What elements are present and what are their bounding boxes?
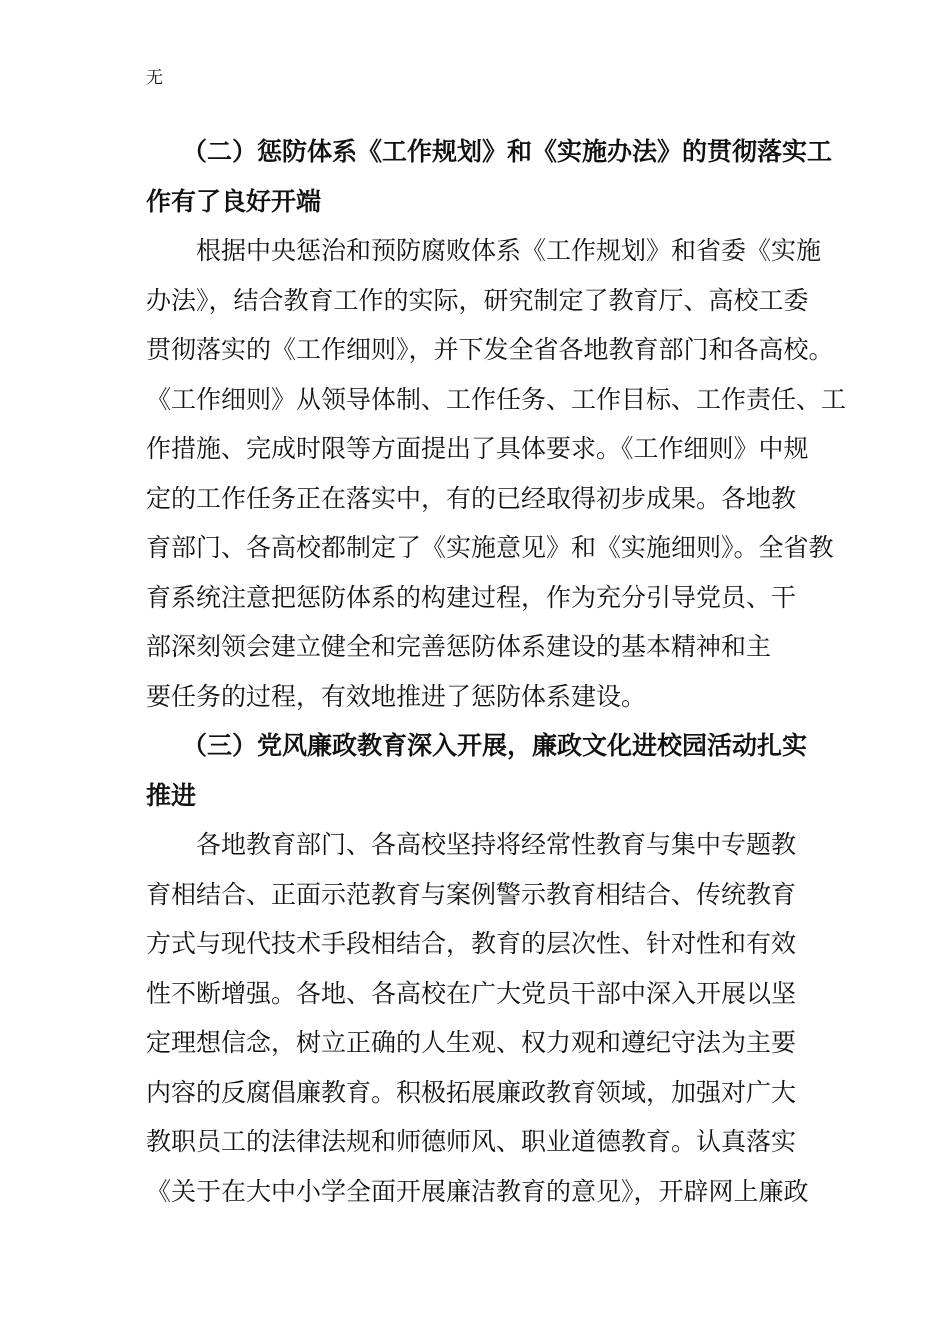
paragraph-line: 根据中央惩治和预防腐败体系《工作规划》和省委《实施 (196, 236, 822, 265)
section-paragraph-3 (146, 820, 811, 1216)
paragraph-line: 育系统注意把惩防体系的构建过程，作为充分引导党员、干 (146, 582, 797, 612)
paragraph-line: 《工作细则》从领导体制、工作任务、工作目标、工作责任、工 (146, 384, 847, 414)
heading-line: （二）惩防体系《工作规划》和《实施办法》的贯彻落实工 (182, 137, 833, 166)
section-paragraph-2 (146, 226, 847, 721)
paragraph-line: 定理想信念，树立正确的人生观、权力观和遵纪守法为主要 (146, 1028, 797, 1057)
paragraph-line: 要任务的过程，有效地推进了惩防体系建设。 (146, 681, 647, 711)
paragraph-line: 作措施、完成时限等方面提出了具体要求。《工作细则》中规 (146, 434, 809, 463)
section-heading-3 (146, 721, 811, 820)
paragraph-line: 性不断增强。各地、各高校在广大党员干部中深入开展以坚 (146, 978, 797, 1008)
paragraph-line: 方式与现代技术手段相结合，教育的层次性、针对性和有效 (146, 929, 797, 958)
paragraph-line: 贯彻落实的《工作细则》，并下发全省各地教育部门和各高校。 (146, 335, 834, 364)
paragraph-line: 内容的反腐倡廉教育。积极拓展廉政教育领域，加强对广大 (146, 1077, 797, 1107)
paragraph-line: 办法》，结合教育工作的实际，研究制定了教育厅、高校工委 (146, 285, 809, 315)
paragraph-line: 《关于在大中小学全面开展廉洁教育的意见》，开辟网上廉政 (146, 1176, 809, 1206)
section-heading-2 (146, 127, 833, 226)
paragraph-line: 教职员工的法律法规和师德师风、职业道德教育。认真落实 (146, 1127, 797, 1156)
paragraph-line: 育部门、各高校都制定了《实施意见》和《实施细则》。全省教 (146, 533, 834, 562)
paragraph-line: 各地教育部门、各高校坚持将经常性教育与集中专题教 (196, 830, 797, 859)
paragraph-line: 育相结合、正面示范教育与案例警示教育相结合、传统教育 (146, 879, 797, 909)
heading-line: 作有了良好开端 (146, 186, 322, 216)
heading-line: （三）党风廉政教育深入开展，廉政文化进校园活动扎实 (182, 731, 808, 760)
header-mark: 无 (146, 68, 163, 88)
heading-line: 推进 (146, 780, 197, 810)
paragraph-line: 部深刻领会建立健全和完善惩防体系建设的基本精神和主 (146, 632, 772, 661)
paragraph-line: 定的工作任务正在落实中，有的已经取得初步成果。各地教 (146, 483, 797, 513)
document-body (146, 127, 847, 1216)
